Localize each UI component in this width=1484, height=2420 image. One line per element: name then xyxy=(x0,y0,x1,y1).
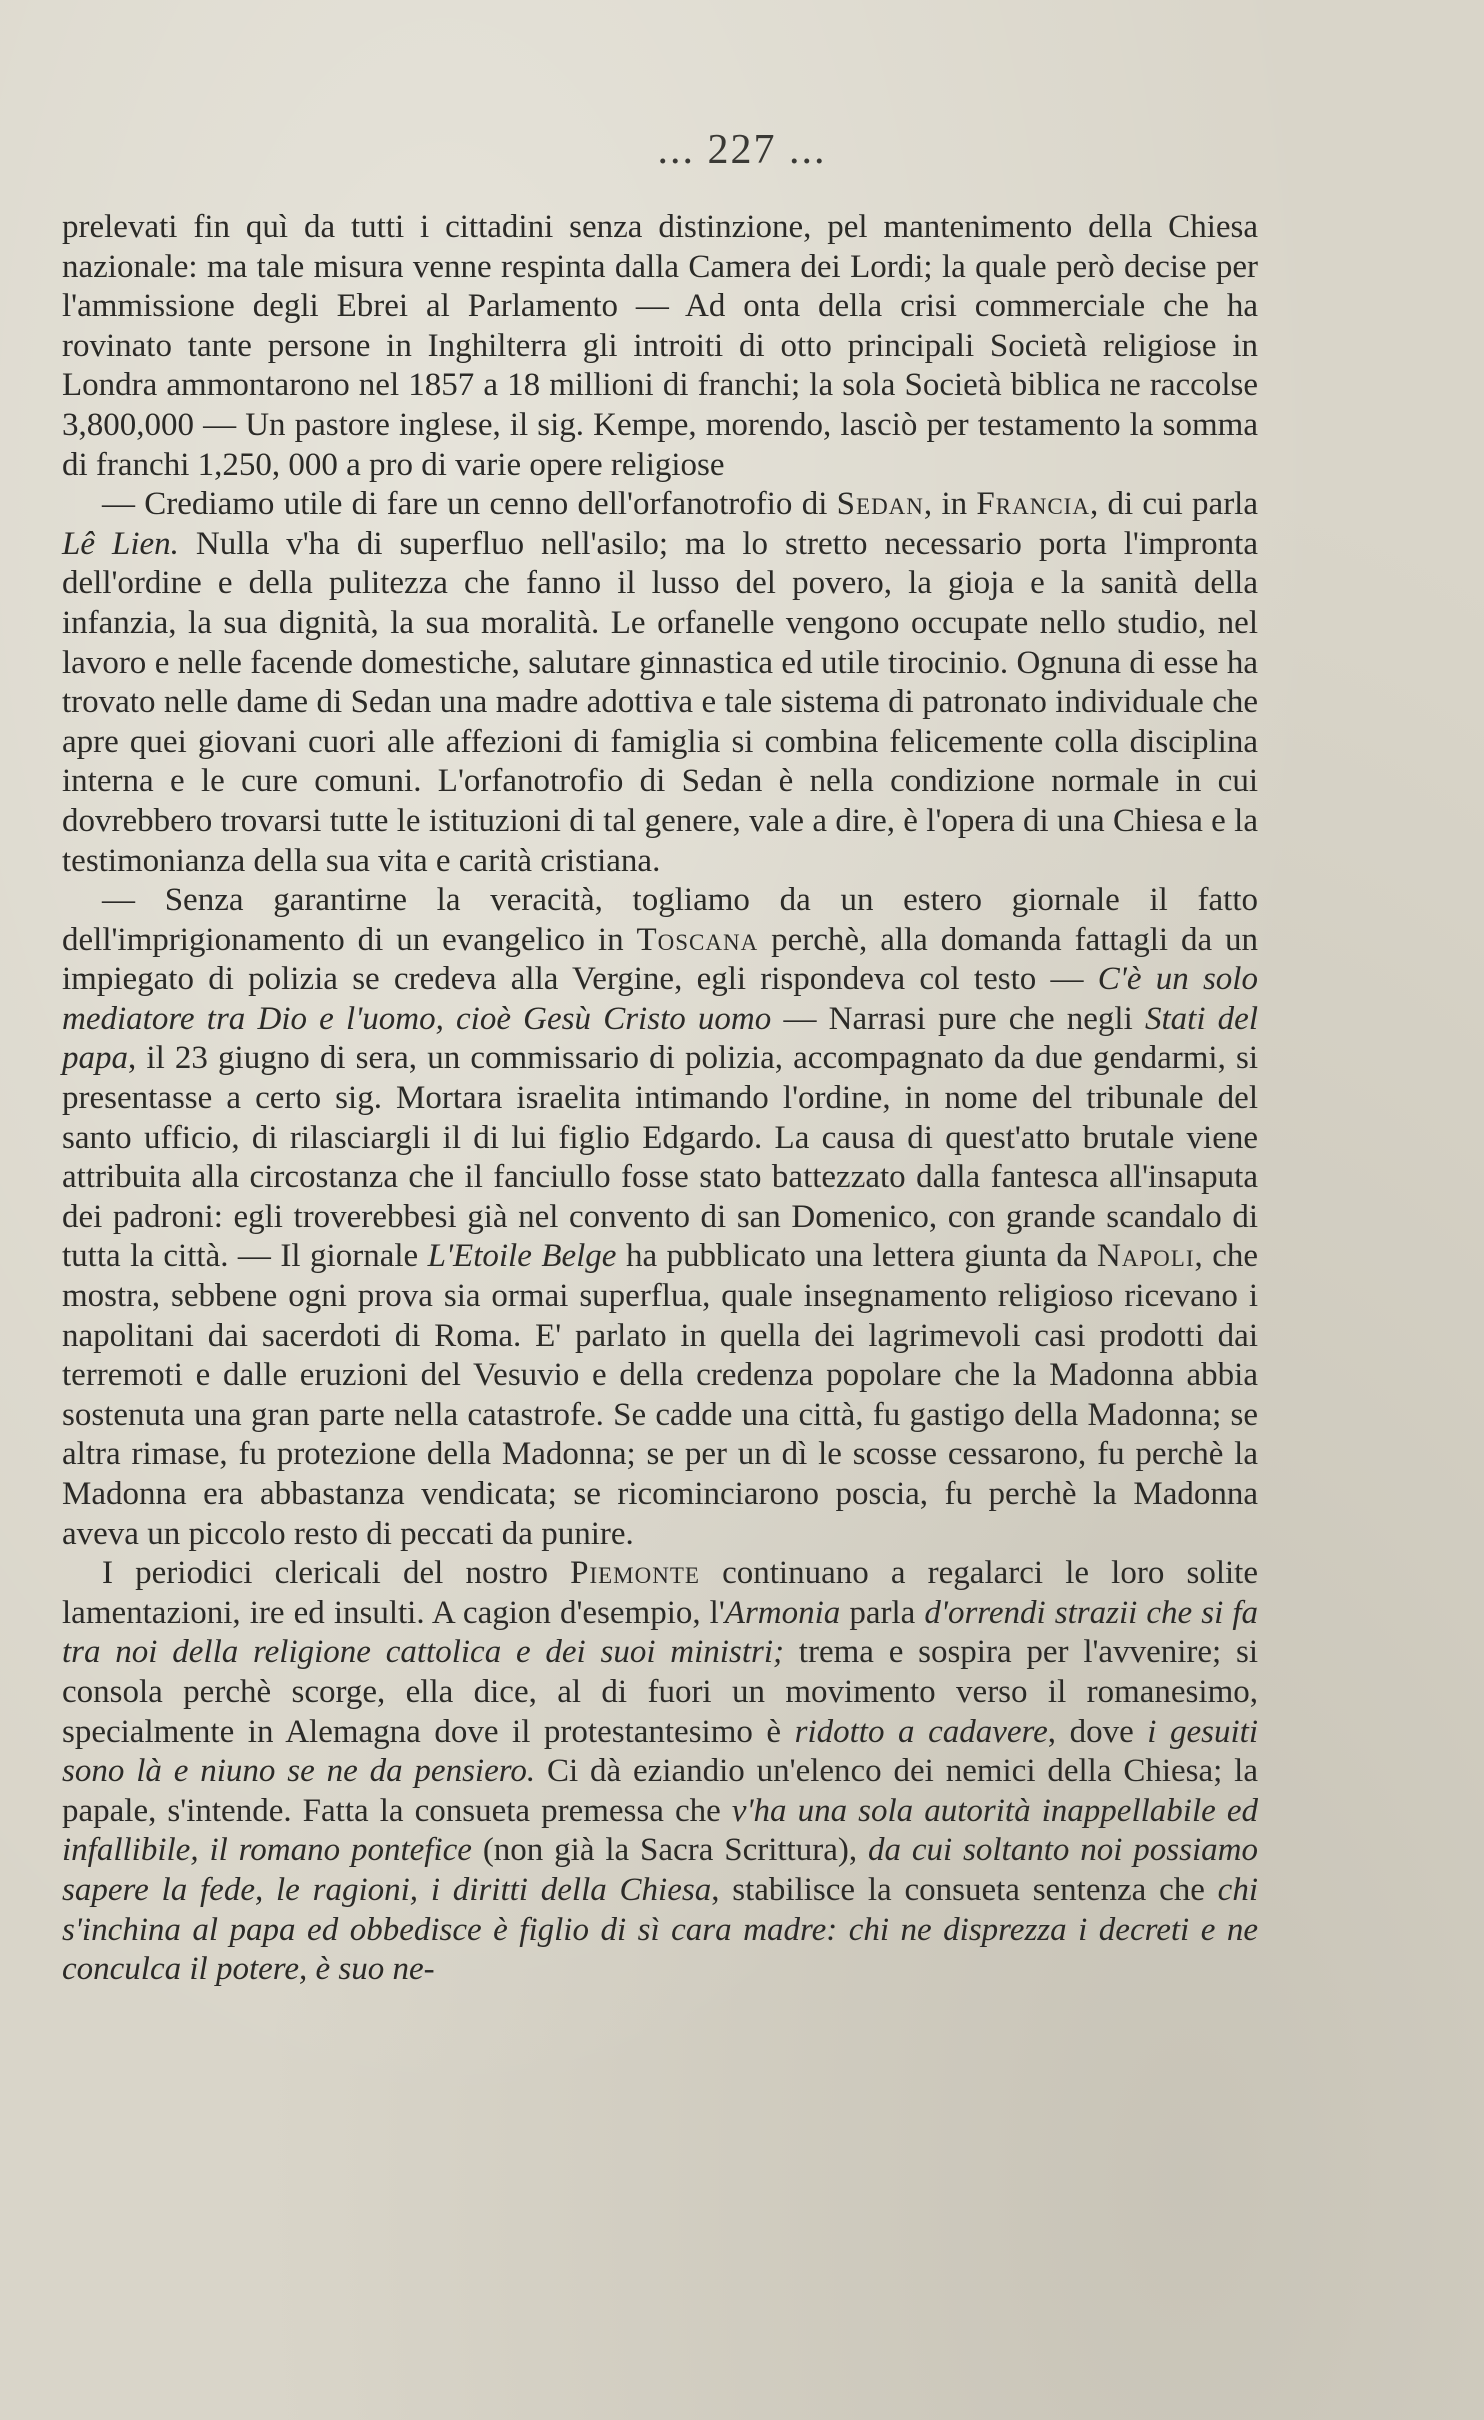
italic-text: chi s'inchina al papa ed obbedisce è figlio di sì cara madre: chi ne disprezza i decreti e ne conculca il potere, è suo ne- xyxy=(62,1871,1258,1988)
small-caps-text: Toscana xyxy=(636,921,759,958)
paragraph xyxy=(62,1554,1258,1990)
text-span: , stabilisce la consueta sentenza che xyxy=(711,1871,1218,1908)
text-span: parla xyxy=(840,1594,925,1631)
small-caps-text: Piemonte xyxy=(570,1555,700,1592)
italic-text: C'è un solo mediatore tra Dio e l'uomo, cioè Gesù Cristo uomo xyxy=(62,961,1258,1037)
paragraph xyxy=(62,485,1258,881)
paragraph xyxy=(62,208,1258,485)
text-span: , di cui parla xyxy=(1089,486,1258,523)
small-caps-text: Francia xyxy=(976,486,1090,523)
body-text xyxy=(62,208,1258,1990)
text-span: — Narrasi pure che negli xyxy=(771,1000,1145,1037)
small-caps-text: Napoli xyxy=(1096,1238,1195,1275)
text-span: , il 23 giugno di sera, un commissario di polizia, accompagnato da due gendarmi, si presentasse a certo sig. Mortara israelita intimando l'ordine, in nome del tribunale del santo ufficio, di rilasciargli il di lui figlio Edgardo. La causa di quest'atto brutale viene attribuita alla circostanza che il fanciullo fosse stato battezzato dalla fantesca all'insaputa dei padroni: egli troverebbesi già nel convento di san Domenico, con grande scandalo di tutta la città. — Il giornale xyxy=(62,1040,1258,1275)
italic-text: da cui soltanto noi possiamo sapere la fede, le ragioni, i diritti della Chiesa xyxy=(62,1832,1258,1908)
text-span: ha pubblicato una lettera giunta da xyxy=(616,1238,1097,1275)
text-span: — Senza garantirne la veracità, togliamo da un estero giornale il fatto dell'imprigionamento di un evangelico in xyxy=(62,882,1258,958)
italic-text: v'ha una sola autorità inappellabile ed infallibile, il romano pontefice xyxy=(62,1792,1258,1869)
text-span: perchè, alla domanda fattagli da un impiegato di polizia se credeva alla Vergine, egli rispondeva col testo — xyxy=(62,921,1258,998)
text-span: , in xyxy=(923,486,977,523)
italic-text: Lê Lien. xyxy=(62,525,179,562)
text-span: prelevati fin quì da tutti i cittadini senza distinzione, pel mantenimento della Chiesa nazionale: ma tale misura venne respinta dalla Camera dei Lordi; la quale però decise per l'ammissione degli Ebrei al Parlamento — Ad onta della crisi commerciale che ha rovinato tante persone in Inghilterra gli introiti di otto principali Società religiose in Londra ammontarono nel 1857 a 18 millioni di franchi; la sola Società biblica ne raccolse 3,800,000 — Un pastore inglese, il sig. Kempe, morendo, lasciò per testamento la somma di franchi 1,250, 000 a pro di varie opere religiose xyxy=(62,209,1258,483)
italic-text: i gesuiti sono là e niuno se ne da pensiero. xyxy=(62,1713,1258,1790)
text-span: , che mostra, sebbene ogni prova sia ormai superflua, quale insegnamento religioso ricevano i napolitani dai sacerdoti di Roma. E' parlato in quella dei lagrimevoli casi prodotti dai terremoti e dalle eruzioni del Vesuvio e della credenza popolare che la Madonna abbia sostenuta una gran parte nella catastrofe. Se cadde una città, fu gastigo della Madonna; se altra rimase, fu protezione della Madonna; se per un dì le scosse cessarono, fu perchè la Madonna era abbastanza vendicata; se ricominciarono poscia, fu perchè la Madonna aveva un piccolo resto di peccati da punire. xyxy=(62,1238,1259,1552)
text-span: (non già la Sacra Scrittura), xyxy=(471,1832,868,1869)
text-span: continuano a regalarci le loro solite lamentazioni, ire ed insulti. A cagion d'esempio, l' xyxy=(62,1555,1258,1631)
text-span: Ci dà eziandio un'elenco dei nemici della Chiesa; la papale, s'intende. Fatta la consueta premessa che xyxy=(62,1753,1258,1829)
text-span: , dove xyxy=(1047,1713,1148,1750)
italic-text: Armonia xyxy=(724,1594,841,1631)
page-number: ... 227 ... xyxy=(657,127,827,173)
paragraph xyxy=(62,881,1258,1554)
text-span: — Crediamo utile di fare un cenno dell'orfanotrofio di xyxy=(102,486,837,523)
italic-text: Stati del papa xyxy=(62,1000,1259,1077)
text-span: trema e sospira per l'avvenire; si consola perchè scorge, ella dice, al di fuori un movimento verso il romanesimo, specialmente in Alemagna dove il protestantesimo è xyxy=(62,1634,1258,1750)
text-span: I periodici clericali del nostro xyxy=(102,1555,571,1592)
italic-text: d'orrendi strazii che si fa tra noi della religione cattolica e dei suoi ministri; xyxy=(62,1594,1258,1671)
italic-text: L'Etoile Belge xyxy=(427,1238,617,1275)
text-span: Nulla v'ha di superfluo nell'asilo; ma lo stretto necessario porta l'impronta dell'ordine e della pulitezza che fanno il lusso del povero, la gioja e la sanità della infanzia, la sua dignità, la sua moralità. Le orfanelle vengono occupate nello studio, nel lavoro e nelle facende domestiche, salutare ginnastica ed utile tirocinio. Ognuna di esse ha trovato nelle dame di Sedan una madre adottiva e tale sistema di patronato individuale che apre quei giovani cuori alle affezioni di famiglia si combina felicemente colla disciplina interna e le cure comuni. L'orfanotrofio di Sedan è nella condizione normale in cui dovrebbero trovarsi tutte le istituzioni di tal genere, vale a dire, è l'opera di una Chiesa e la testimonianza della sua vita e carità cristiana. xyxy=(62,525,1258,879)
small-caps-text: Sedan xyxy=(836,486,924,523)
italic-text: ridotto a cadavere xyxy=(794,1713,1048,1750)
